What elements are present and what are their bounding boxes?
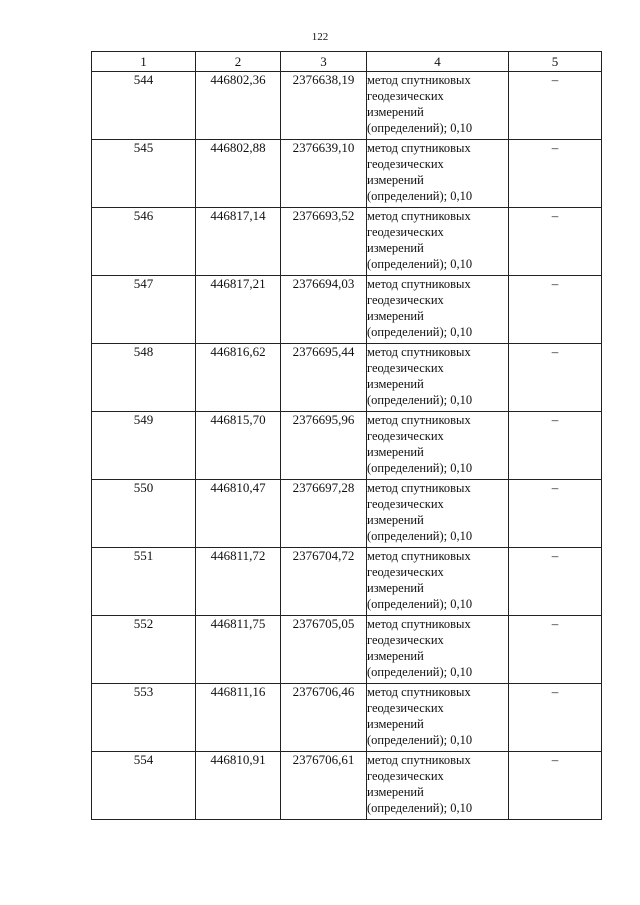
method-line: геодезических (367, 225, 444, 239)
method-line: (определений); 0,10 (367, 597, 473, 611)
method-cell (367, 276, 509, 344)
coordinate-x-cell: 446817,14 (196, 208, 281, 276)
point-number-cell: 549 (92, 412, 196, 480)
coordinates-table (91, 51, 602, 820)
method-line: измерений (367, 173, 424, 187)
method-line: геодезических (367, 361, 444, 375)
point-number-cell: 551 (92, 548, 196, 616)
method-cell (367, 72, 509, 140)
method-line: (определений); 0,10 (367, 393, 473, 407)
point-number-cell: 553 (92, 684, 196, 752)
method-line: измерений (367, 717, 424, 731)
method-line: геодезических (367, 633, 444, 647)
coordinate-y-cell: 2376706,61 (281, 752, 367, 820)
method-cell (367, 684, 509, 752)
note-cell: – (509, 276, 602, 344)
method-line: геодезических (367, 157, 444, 171)
method-line: метод спутниковых (367, 481, 471, 495)
note-cell: – (509, 140, 602, 208)
method-line: измерений (367, 105, 424, 119)
method-line: (определений); 0,10 (367, 189, 473, 203)
method-line: измерений (367, 309, 424, 323)
point-number-cell: 548 (92, 344, 196, 412)
method-line: метод спутниковых (367, 73, 471, 87)
coordinate-x-cell: 446810,91 (196, 752, 281, 820)
table-row (92, 548, 602, 616)
method-line: метод спутниковых (367, 141, 471, 155)
coordinate-x-cell: 446816,62 (196, 344, 281, 412)
note-cell: – (509, 616, 602, 684)
method-line: геодезических (367, 565, 444, 579)
coordinate-y-cell: 2376706,46 (281, 684, 367, 752)
method-line: измерений (367, 445, 424, 459)
method-line: (определений); 0,10 (367, 801, 473, 815)
note-cell: – (509, 72, 602, 140)
method-line: метод спутниковых (367, 685, 471, 699)
table-row (92, 412, 602, 480)
table-row (92, 616, 602, 684)
coordinate-y-cell: 2376694,03 (281, 276, 367, 344)
header-col-5: 5 (509, 52, 602, 72)
header-col-3: 3 (281, 52, 367, 72)
note-cell: – (509, 412, 602, 480)
coordinate-x-cell: 446802,36 (196, 72, 281, 140)
coordinate-x-cell: 446802,88 (196, 140, 281, 208)
point-number-cell: 554 (92, 752, 196, 820)
page-number: 122 (311, 31, 329, 43)
coordinate-x-cell: 446811,16 (196, 684, 281, 752)
coordinate-y-cell: 2376693,52 (281, 208, 367, 276)
method-line: метод спутниковых (367, 209, 471, 223)
method-line: (определений); 0,10 (367, 325, 473, 339)
method-line: метод спутниковых (367, 617, 471, 631)
coordinate-x-cell: 446817,21 (196, 276, 281, 344)
point-number-cell: 545 (92, 140, 196, 208)
method-line: метод спутниковых (367, 345, 471, 359)
method-line: измерений (367, 785, 424, 799)
method-line: (определений); 0,10 (367, 733, 473, 747)
method-cell (367, 140, 509, 208)
coordinate-x-cell: 446815,70 (196, 412, 281, 480)
method-line: геодезических (367, 769, 444, 783)
coordinate-y-cell: 2376705,05 (281, 616, 367, 684)
method-line: метод спутниковых (367, 277, 471, 291)
table-row (92, 140, 602, 208)
note-cell: – (509, 684, 602, 752)
coordinate-x-cell: 446811,75 (196, 616, 281, 684)
method-line: измерений (367, 241, 424, 255)
method-line: измерений (367, 649, 424, 663)
method-line: геодезических (367, 497, 444, 511)
method-line: измерений (367, 513, 424, 527)
method-line: (определений); 0,10 (367, 665, 473, 679)
header-col-4: 4 (367, 52, 509, 72)
note-cell: – (509, 480, 602, 548)
note-cell: – (509, 344, 602, 412)
method-line: геодезических (367, 429, 444, 443)
coordinate-x-cell: 446810,47 (196, 480, 281, 548)
table-row (92, 208, 602, 276)
table-row (92, 72, 602, 140)
method-line: метод спутниковых (367, 753, 471, 767)
table-row (92, 344, 602, 412)
coordinate-y-cell: 2376639,10 (281, 140, 367, 208)
method-cell (367, 548, 509, 616)
table-body (92, 72, 602, 820)
coordinate-y-cell: 2376704,72 (281, 548, 367, 616)
coordinate-y-cell: 2376695,96 (281, 412, 367, 480)
coordinate-y-cell: 2376695,44 (281, 344, 367, 412)
method-cell (367, 208, 509, 276)
note-cell: – (509, 548, 602, 616)
point-number-cell: 550 (92, 480, 196, 548)
point-number-cell: 552 (92, 616, 196, 684)
point-number-cell: 546 (92, 208, 196, 276)
method-line: (определений); 0,10 (367, 121, 473, 135)
method-cell (367, 752, 509, 820)
note-cell: – (509, 208, 602, 276)
table-header-row (92, 52, 602, 72)
method-line: геодезических (367, 293, 444, 307)
point-number-cell: 544 (92, 72, 196, 140)
method-line: метод спутниковых (367, 413, 471, 427)
method-line: (определений); 0,10 (367, 257, 473, 271)
table-row (92, 276, 602, 344)
coordinate-y-cell: 2376638,19 (281, 72, 367, 140)
point-number-cell: 547 (92, 276, 196, 344)
coordinate-y-cell: 2376697,28 (281, 480, 367, 548)
table-row (92, 480, 602, 548)
method-line: измерений (367, 581, 424, 595)
method-line: измерений (367, 377, 424, 391)
table-row (92, 752, 602, 820)
method-cell (367, 616, 509, 684)
method-line: метод спутниковых (367, 549, 471, 563)
header-col-2: 2 (196, 52, 281, 72)
coordinate-x-cell: 446811,72 (196, 548, 281, 616)
method-line: геодезических (367, 89, 444, 103)
note-cell: – (509, 752, 602, 820)
table-row (92, 684, 602, 752)
method-line: (определений); 0,10 (367, 461, 473, 475)
method-cell (367, 412, 509, 480)
method-cell (367, 480, 509, 548)
method-cell (367, 344, 509, 412)
header-col-1: 1 (92, 52, 196, 72)
method-line: (определений); 0,10 (367, 529, 473, 543)
method-line: геодезических (367, 701, 444, 715)
